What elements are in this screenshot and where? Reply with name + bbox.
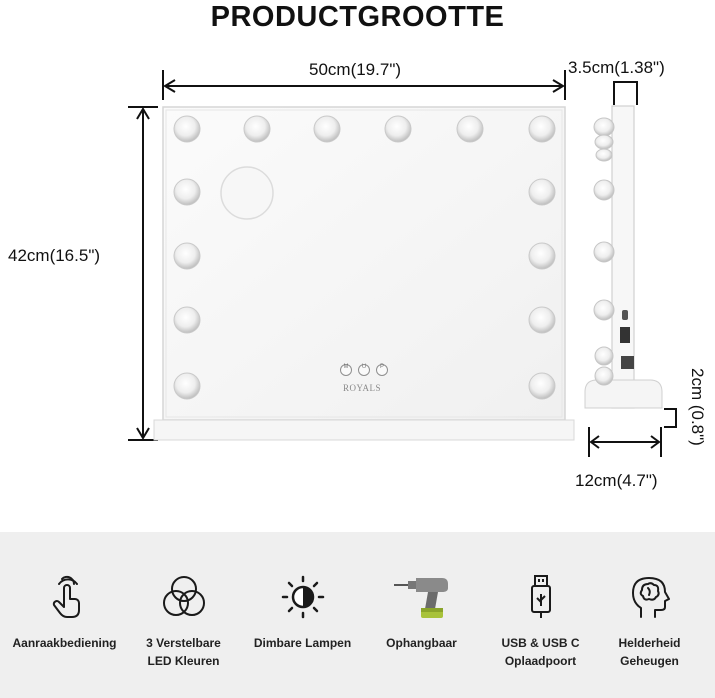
- feature-label-line: Ophangbaar: [386, 636, 457, 650]
- feature-label-line: USB & USB C: [501, 636, 580, 650]
- feature-label-line: Aanraakbediening: [12, 636, 117, 650]
- feature-label-line: Dimbare Lampen: [253, 636, 352, 650]
- base-height-label: 2cm (0.8"): [688, 368, 707, 446]
- feature-mountable: [362, 532, 481, 698]
- width-label: 50cm(19.7"): [309, 60, 402, 79]
- touch-hand-icon: [5, 574, 124, 620]
- height-dimension-line: [128, 107, 158, 440]
- base-depth-dimension-line: [589, 427, 661, 457]
- base-depth-label: 12cm(4.7"): [575, 471, 658, 490]
- height-label: 42cm(16.5"): [8, 246, 101, 265]
- drill-icon: [362, 574, 481, 620]
- feature-label-line: 3 Verstelbare: [146, 636, 221, 650]
- page-title: PRODUCTGROOTTE: [210, 1, 505, 33]
- feature-label-line: LED Kleuren: [147, 654, 220, 668]
- base-height-dimension-bracket: [664, 409, 676, 427]
- feature-usb-ports: [481, 532, 600, 698]
- color-circles-icon: [124, 574, 243, 620]
- feature-label-line: Oplaadpoort: [504, 654, 577, 668]
- feature-label-line: Helderheid: [618, 636, 681, 650]
- touch-button-p: P: [379, 364, 384, 370]
- feature-led-colors: [124, 532, 243, 698]
- head-brain-icon: [590, 574, 709, 620]
- feature-band: [0, 532, 715, 698]
- usb-plug-icon: [481, 574, 600, 620]
- dimmable-sun-icon: [243, 574, 362, 620]
- touch-button-u: U: [361, 364, 367, 370]
- magnifier-mirror: [221, 167, 273, 219]
- depth-label: 3.5cm(1.38"): [568, 58, 665, 77]
- feature-label-line: Geheugen: [620, 654, 679, 668]
- mirror-side-view: [585, 106, 662, 408]
- touch-button-m: M: [343, 364, 349, 370]
- feature-brightness-memory: [590, 532, 709, 698]
- depth-dimension-bracket: [614, 82, 637, 105]
- feature-dimmable: [243, 532, 362, 698]
- brand-logo: ROYALS: [342, 383, 381, 393]
- feature-touch-control: [5, 532, 124, 698]
